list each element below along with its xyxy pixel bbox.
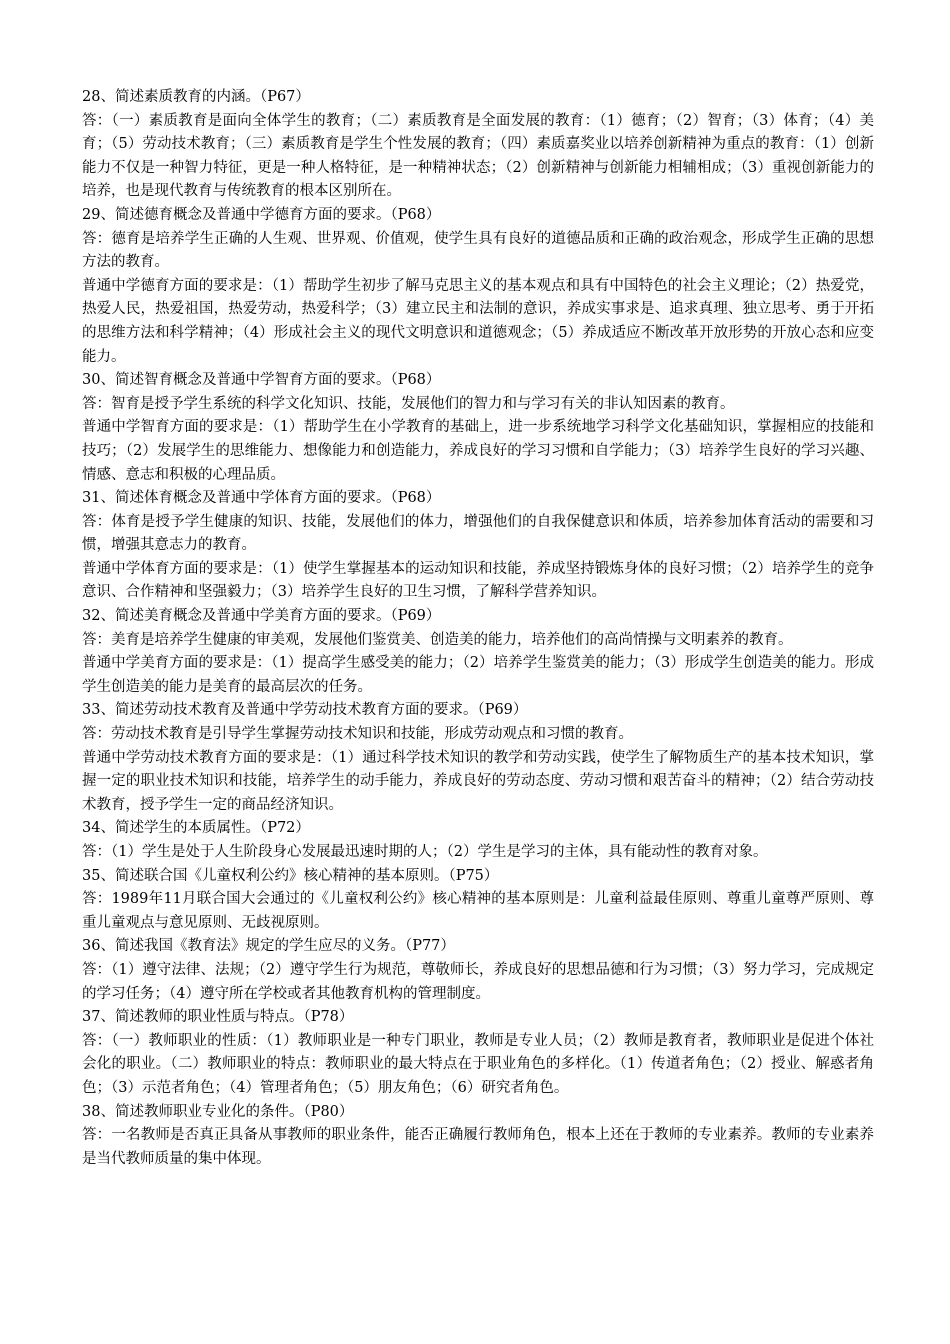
question-33-requirements: 普通中学劳动技术教育方面的要求是：（1）通过科学技术知识的教学和劳动实践，使学生了解物质生产的基本技术知识，掌握一定的职业技术知识和技能，培养学生的动手能力，养成良好的劳动态度、劳动习惯和艰苦奋斗的精神；（2）结合劳动技术教育，授予学生一定的商品经济知识。 (82, 749, 874, 813)
question-32-answer: 答：美育是培养学生健康的审美观，发展他们鉴赏美、创造美的能力，培养他们的高尚情操与文明素养的教育。 (82, 631, 793, 648)
question-30-answer: 答：智育是授予学生系统的科学文化知识、技能，发展他们的智力和与学习有关的非认知因素的教育。 (82, 395, 735, 412)
question-37-heading: 37、简述教师的职业性质与特点。（P78） (82, 1009, 354, 1026)
question-28-answer: 答：（一）素质教育是面向全体学生的教育；（二）素质教育是全面发展的教育：（1）德育；（2）智育；（3）体育；（4）美育；（5）劳动技术教育；（三）素质教育是学生个性发展的教育；（四）素质嘉奖业以培养创新精神为重点的教育：（1）创新能力不仅是一种智力特征，更是一种人格特征，是一种精神状态；（2）创新精神与创新能力相辅相成；（3）重视创新能力的培养，也是现代教育与传统教育的根本区别所在。 (82, 112, 874, 200)
question-36-heading: 36、简述我国《教育法》规定的学生应尽的义务。（P77） (82, 938, 455, 955)
question-30-heading: 30、简述智育概念及普通中学智育方面的要求。（P68） (82, 372, 441, 389)
question-38-answer: 答：一名教师是否真正具备从事教师的职业条件，能否正确履行教师角色，根本上还在于教师的专业素养。教师的专业素养是当代教师质量的集中体现。 (82, 1127, 874, 1167)
question-37-answer: 答：（一）教师职业的性质：（1）教师职业是一种专门职业，教师是专业人员；（2）教师是教育者，教师职业是促进个体社会化的职业。（二）教师职业的特点：教师职业的最大特点在于职业角色的多样化。（1）传道者角色；（2）授业、解惑者角色；（3）示范者角色；（4）管理者角色；（5）朋友角色；（6）研究者角色。 (82, 1032, 874, 1096)
question-32-heading: 32、简述美育概念及普通中学美育方面的要求。（P69） (82, 608, 441, 625)
question-31-requirements: 普通中学体育方面的要求是：（1）使学生掌握基本的运动知识和技能，养成坚持锻炼身体的良好习惯；（2）培养学生的竞争意识、合作精神和坚强毅力；（3）培养学生良好的卫生习惯，了解科学营养知识。 (82, 560, 874, 601)
question-28-heading: 28、简述素质教育的内涵。（P67） (82, 89, 310, 105)
question-35-answer: 答：1989年11月联合国大会通过的《儿童权利公约》核心精神的基本原则是：儿童利益最佳原则、尊重儿童尊严原则、尊重儿童观点与意见原则、无歧视原则。 (82, 891, 874, 931)
question-33-heading: 33、简述劳动技术教育及普通中学劳动技术教育方面的要求。（P69） (82, 702, 528, 719)
question-32-requirements: 普通中学美育方面的要求是：（1）提高学生感受美的能力；（2）培养学生鉴赏美的能力；（3）形成学生创造美的能力。形成学生创造美的能力是美育的最高层次的任务。 (82, 655, 874, 695)
question-29-answer: 答：德育是培养学生正确的人生观、世界观、价值观，使学生具有良好的道德品质和正确的政治观念，形成学生正确的思想方法的教育。 (82, 230, 874, 271)
question-31-answer: 答：体育是授予学生健康的知识、技能，发展他们的体力，增强他们的自我保健意识和体质，培养参加体育活动的需要和习惯，增强其意志力的教育。 (82, 513, 874, 554)
question-35-heading: 35、简述联合国《儿童权利公约》核心精神的基本原则。（P75） (82, 867, 499, 884)
question-30-requirements: 普通中学智育方面的要求是：（1）帮助学生在小学教育的基础上，进一步系统地学习科学文化基础知识，掌握相应的技能和技巧；（2）发展学生的思维能力、想像能力和创造能力，养成良好的学习习惯和自学能力；（3）培养学生良好的学习兴趣、情感、意志和积极的心理品质。 (82, 419, 874, 483)
question-31-heading: 31、简述体育概念及普通中学体育方面的要求。（P68） (82, 490, 441, 507)
question-38-heading: 38、简述教师职业专业化的条件。（P80） (82, 1103, 354, 1120)
document-page (82, 86, 874, 1171)
question-29-heading: 29、简述德育概念及普通中学德育方面的要求。（P68） (82, 206, 441, 223)
question-36-answer: 答：（1）遵守法律、法规；（2）遵守学生行为规范，尊敬师长，养成良好的思想品德和行为习惯；（3）努力学习，完成规定的学习任务；（4）遵守所在学校或者其他教育机构的管理制度。 (82, 961, 874, 1002)
question-29-requirements: 普通中学德育方面的要求是：（1）帮助学生初步了解马克思主义的基本观点和具有中国特色的社会主义理论；（2）热爱党，热爱人民，热爱祖国，热爱劳动，热爱科学；（3）建立民主和法制的意识，养成实事求是、追求真理、独立思考、勇于开拓的思维方法和科学精神；（4）形成社会主义的现代文明意识和道德观念；（5）养成适应不断改革开放形势的开放心态和应变能力。 (82, 277, 874, 365)
question-34-heading: 34、简述学生的本质属性。（P72） (82, 820, 310, 837)
question-34-answer: 答：（1）学生是处于人生阶段身心发展最迅速时期的人；（2）学生是学习的主体，具有能动性的教育对象。 (82, 844, 768, 860)
question-33-answer: 答：劳动技术教育是引导学生掌握劳动技术知识和技能，形成劳动观点和习惯的教育。 (82, 726, 633, 743)
